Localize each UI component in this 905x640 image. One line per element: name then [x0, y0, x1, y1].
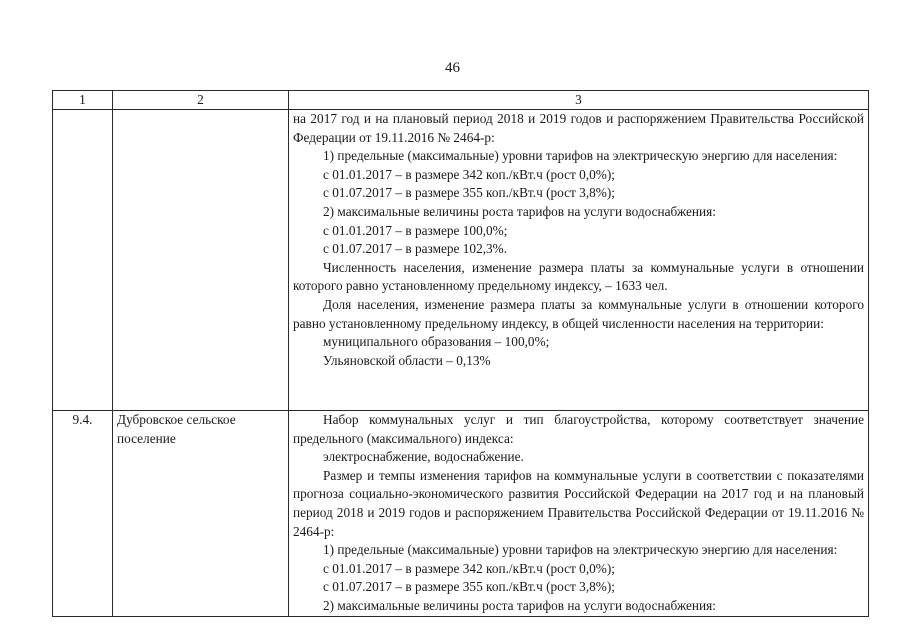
paragraph: с 01.07.2017 – в размере 102,3%. — [323, 241, 508, 257]
paragraph: 2) максимальные величины роста тарифов на услуги водоснабжения: — [323, 203, 716, 219]
paragraph: Размер и темпы изменения тарифов на коммунальные услуги в соответствии с показателями прогноза социально-экономического развития Российской Федерации на 2017 год и на плановый период 2018 и 2019 годов и распоряжением Правительства Российской Федерации от 19.11.2016 № 2464-р: — [293, 467, 864, 539]
paragraph: 1) предельные (максимальные) уровни тарифов на электрическую энергию для населения: — [323, 542, 838, 558]
paragraph: с 01.07.2017 – в размере 355 коп./кВт.ч (рост 3,8%); — [323, 185, 615, 201]
table-row — [53, 110, 869, 411]
paragraph: 2) максимальные величины роста тарифов на услуги водоснабжения: — [323, 597, 716, 613]
row-number-cell: 9.4. — [53, 411, 113, 617]
paragraph: электроснабжение, водоснабжение. — [323, 449, 524, 465]
paragraph: 1) предельные (максимальные) уровни тарифов на электрическую энергию для населения: — [323, 148, 838, 164]
document-table — [52, 90, 869, 617]
page-number: 46 — [445, 60, 460, 76]
column-header: 1 — [53, 91, 113, 110]
column-header: 2 — [113, 91, 289, 110]
paragraph: с 01.07.2017 – в размере 355 коп./кВт.ч (рост 3,8%); — [323, 579, 615, 595]
paragraph: муниципального образования – 100,0%; — [323, 334, 550, 350]
paragraph: Набор коммунальных услуг и тип благоустройства, которому соответствует значение предельного (максимального) индекса: — [293, 412, 864, 446]
paragraph: с 01.01.2017 – в размере 100,0%; — [323, 222, 508, 238]
paragraph: Ульяновской области – 0,13% — [323, 352, 491, 368]
paragraph: с 01.01.2017 – в размере 342 коп./кВт.ч (рост 0,0%); — [323, 560, 615, 576]
description-cell — [289, 110, 869, 411]
paragraph: с 01.01.2017 – в размере 342 коп./кВт.ч (рост 0,0%); — [323, 166, 615, 182]
row-number-cell — [53, 110, 113, 411]
settlement-name-cell: Дубровское сельское поселение — [113, 411, 289, 617]
paragraph: Доля населения, изменение размера платы за коммунальные услуги в отношении которого равно установленному предельному индексу, в общей численности населения на территории: — [293, 296, 864, 331]
table-header-row — [53, 91, 869, 110]
column-header: 3 — [289, 91, 869, 110]
settlement-name-cell — [113, 110, 289, 411]
table-row — [53, 411, 869, 617]
paragraph: Численность населения, изменение размера платы за коммунальные услуги в отношении которого равно установленному предельному индексу, – 1633 чел. — [293, 259, 864, 294]
description-cell — [289, 411, 869, 617]
paragraph: на 2017 год и на плановый период 2018 и 2019 годов и распоряжением Правительства Российской Федерации от 19.11.2016 № 2464-р: — [293, 111, 864, 145]
